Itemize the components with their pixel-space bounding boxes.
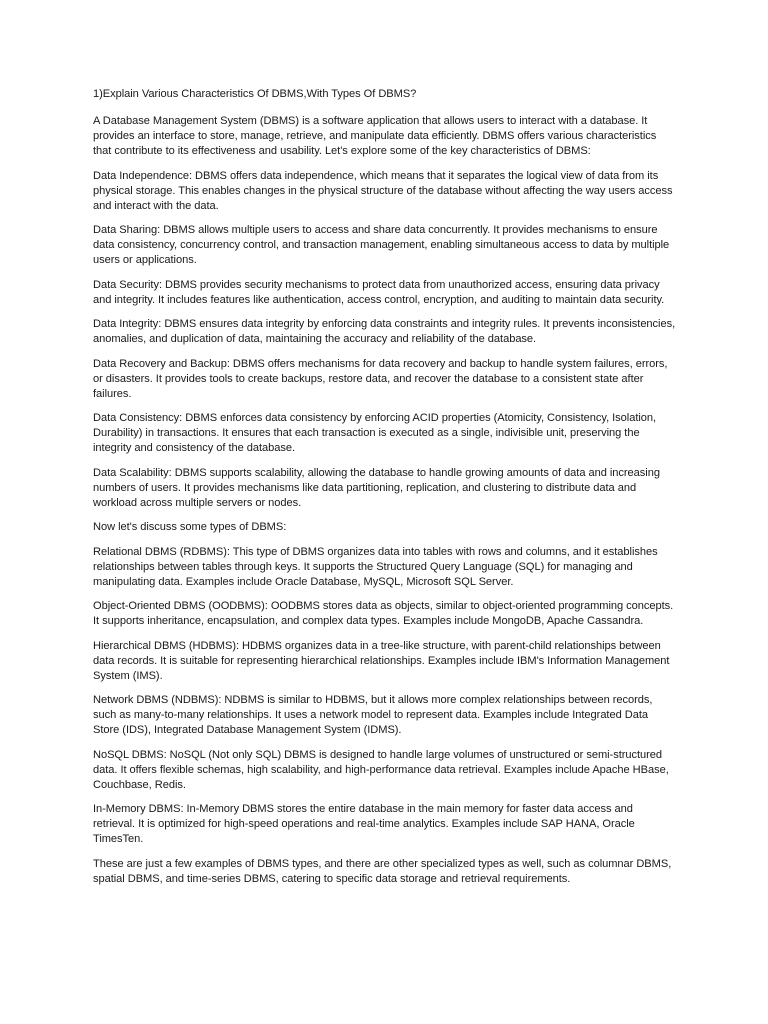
types-intro-paragraph: Now let's discuss some types of DBMS: [93,521,287,533]
characteristic-data-independence: Data Independence: DBMS offers data independence, which means that it separates the logical view of data from its physical storage. This enables changes in the physical structure of the database without affecting the way users access and interact with the data. [93,169,673,212]
type-nosql: NoSQL DBMS: NoSQL (Not only SQL) DBMS is designed to handle large volumes of unstructured or semi-structured data. It offers flexible schemas, high scalability, and high-performance data retrieval. Examples include Apache HBase, Couchbase, Redis. [93,748,669,791]
type-hdbms: Hierarchical DBMS (HDBMS): HDBMS organizes data in a tree-like structure, with parent-child relationships between data records. It is suitable for representing hierarchical relationships. Examples include IBM's Information Management System (IMS). [93,639,670,682]
question-heading: 1)Explain Various Characteristics Of DBMS,With Types Of DBMS? [93,88,417,100]
characteristic-data-consistency: Data Consistency: DBMS enforces data consistency by enforcing ACID properties (Atomicity, Consistency, Isolation, Durability) in transactions. It ensures that each transaction is executed as a single, indivisible unit, preserving the integrity and consistency of the database. [93,412,657,454]
type-rdbms: Relational DBMS (RDBMS): This type of DBMS organizes data into tables with rows and columns, and it establishes relationships between tables through keys. It supports the Structured Query Language (SQL) for managing and manipulating data. Examples include Oracle Database, MySQL, Microsoft SQL Server. [93,545,658,588]
intro-paragraph: A Database Management System (DBMS) is a software application that allows users to interact with a database. It provides an interface to store, manage, retrieve, and manipulate data efficiently. DBMS offers various characteristics that contribute to its effectiveness and usability. Let's explore some of the key characteristics of DBMS: [93,115,657,157]
characteristic-data-integrity: Data Integrity: DBMS ensures data integrity by enforcing data constraints and integrity rules. It prevents inconsistencies, anomalies, and duplication of data, maintaining the accuracy and reliability of the database. [93,318,676,345]
characteristic-data-recovery: Data Recovery and Backup: DBMS offers mechanisms for data recovery and backup to handle system failures, errors, or disasters. It provides tools to create backups, restore data, and recover the database to a consistent state after failures. [93,357,668,400]
type-oodbms: Object-Oriented DBMS (OODBMS): OODBMS stores data as objects, similar to object-oriented programming concepts. It supports inheritance, encapsulation, and complex data types. Examples include MongoDB, Apache Cassandra. [93,600,674,627]
characteristic-data-security: Data Security: DBMS provides security mechanisms to protect data from unauthorized access, ensuring data privacy and integrity. It includes features like authentication, access control, encryption, and auditing to maintain data security. [93,278,665,306]
characteristic-data-sharing: Data Sharing: DBMS allows multiple users to access and share data concurrently. It provides mechanisms to ensure data consistency, concurrency control, and transaction management, enabling simultaneous access to data by multiple users or applications. [93,224,670,266]
type-ndbms: Network DBMS (NDBMS): NDBMS is similar to HDBMS, but it allows more complex relationships between records, such as many-to-many relationships. It uses a network model to represent data. Examples include Integrated Data Store (IDS), Integrated Database Management System (IDMS). [93,694,653,736]
document-body [93,87,677,896]
conclusion-paragraph: These are just a few examples of DBMS types, and there are other specialized types as well, such as columnar DBMS, spatial DBMS, and time-series DBMS, catering to specific data storage and retrieval requirements. [93,857,672,885]
characteristic-data-scalability: Data Scalability: DBMS supports scalability, allowing the database to handle growing amounts of data and increasing numbers of users. It provides mechanisms like data partitioning, replication, and clustering to distribute data and workload across multiple servers or nodes. [93,466,660,509]
type-in-memory: In-Memory DBMS: In-Memory DBMS stores the entire database in the main memory for faster data access and retrieval. It is optimized for high-speed operations and real-time analytics. Examples include SAP HANA, Oracle TimesTen. [93,803,635,845]
